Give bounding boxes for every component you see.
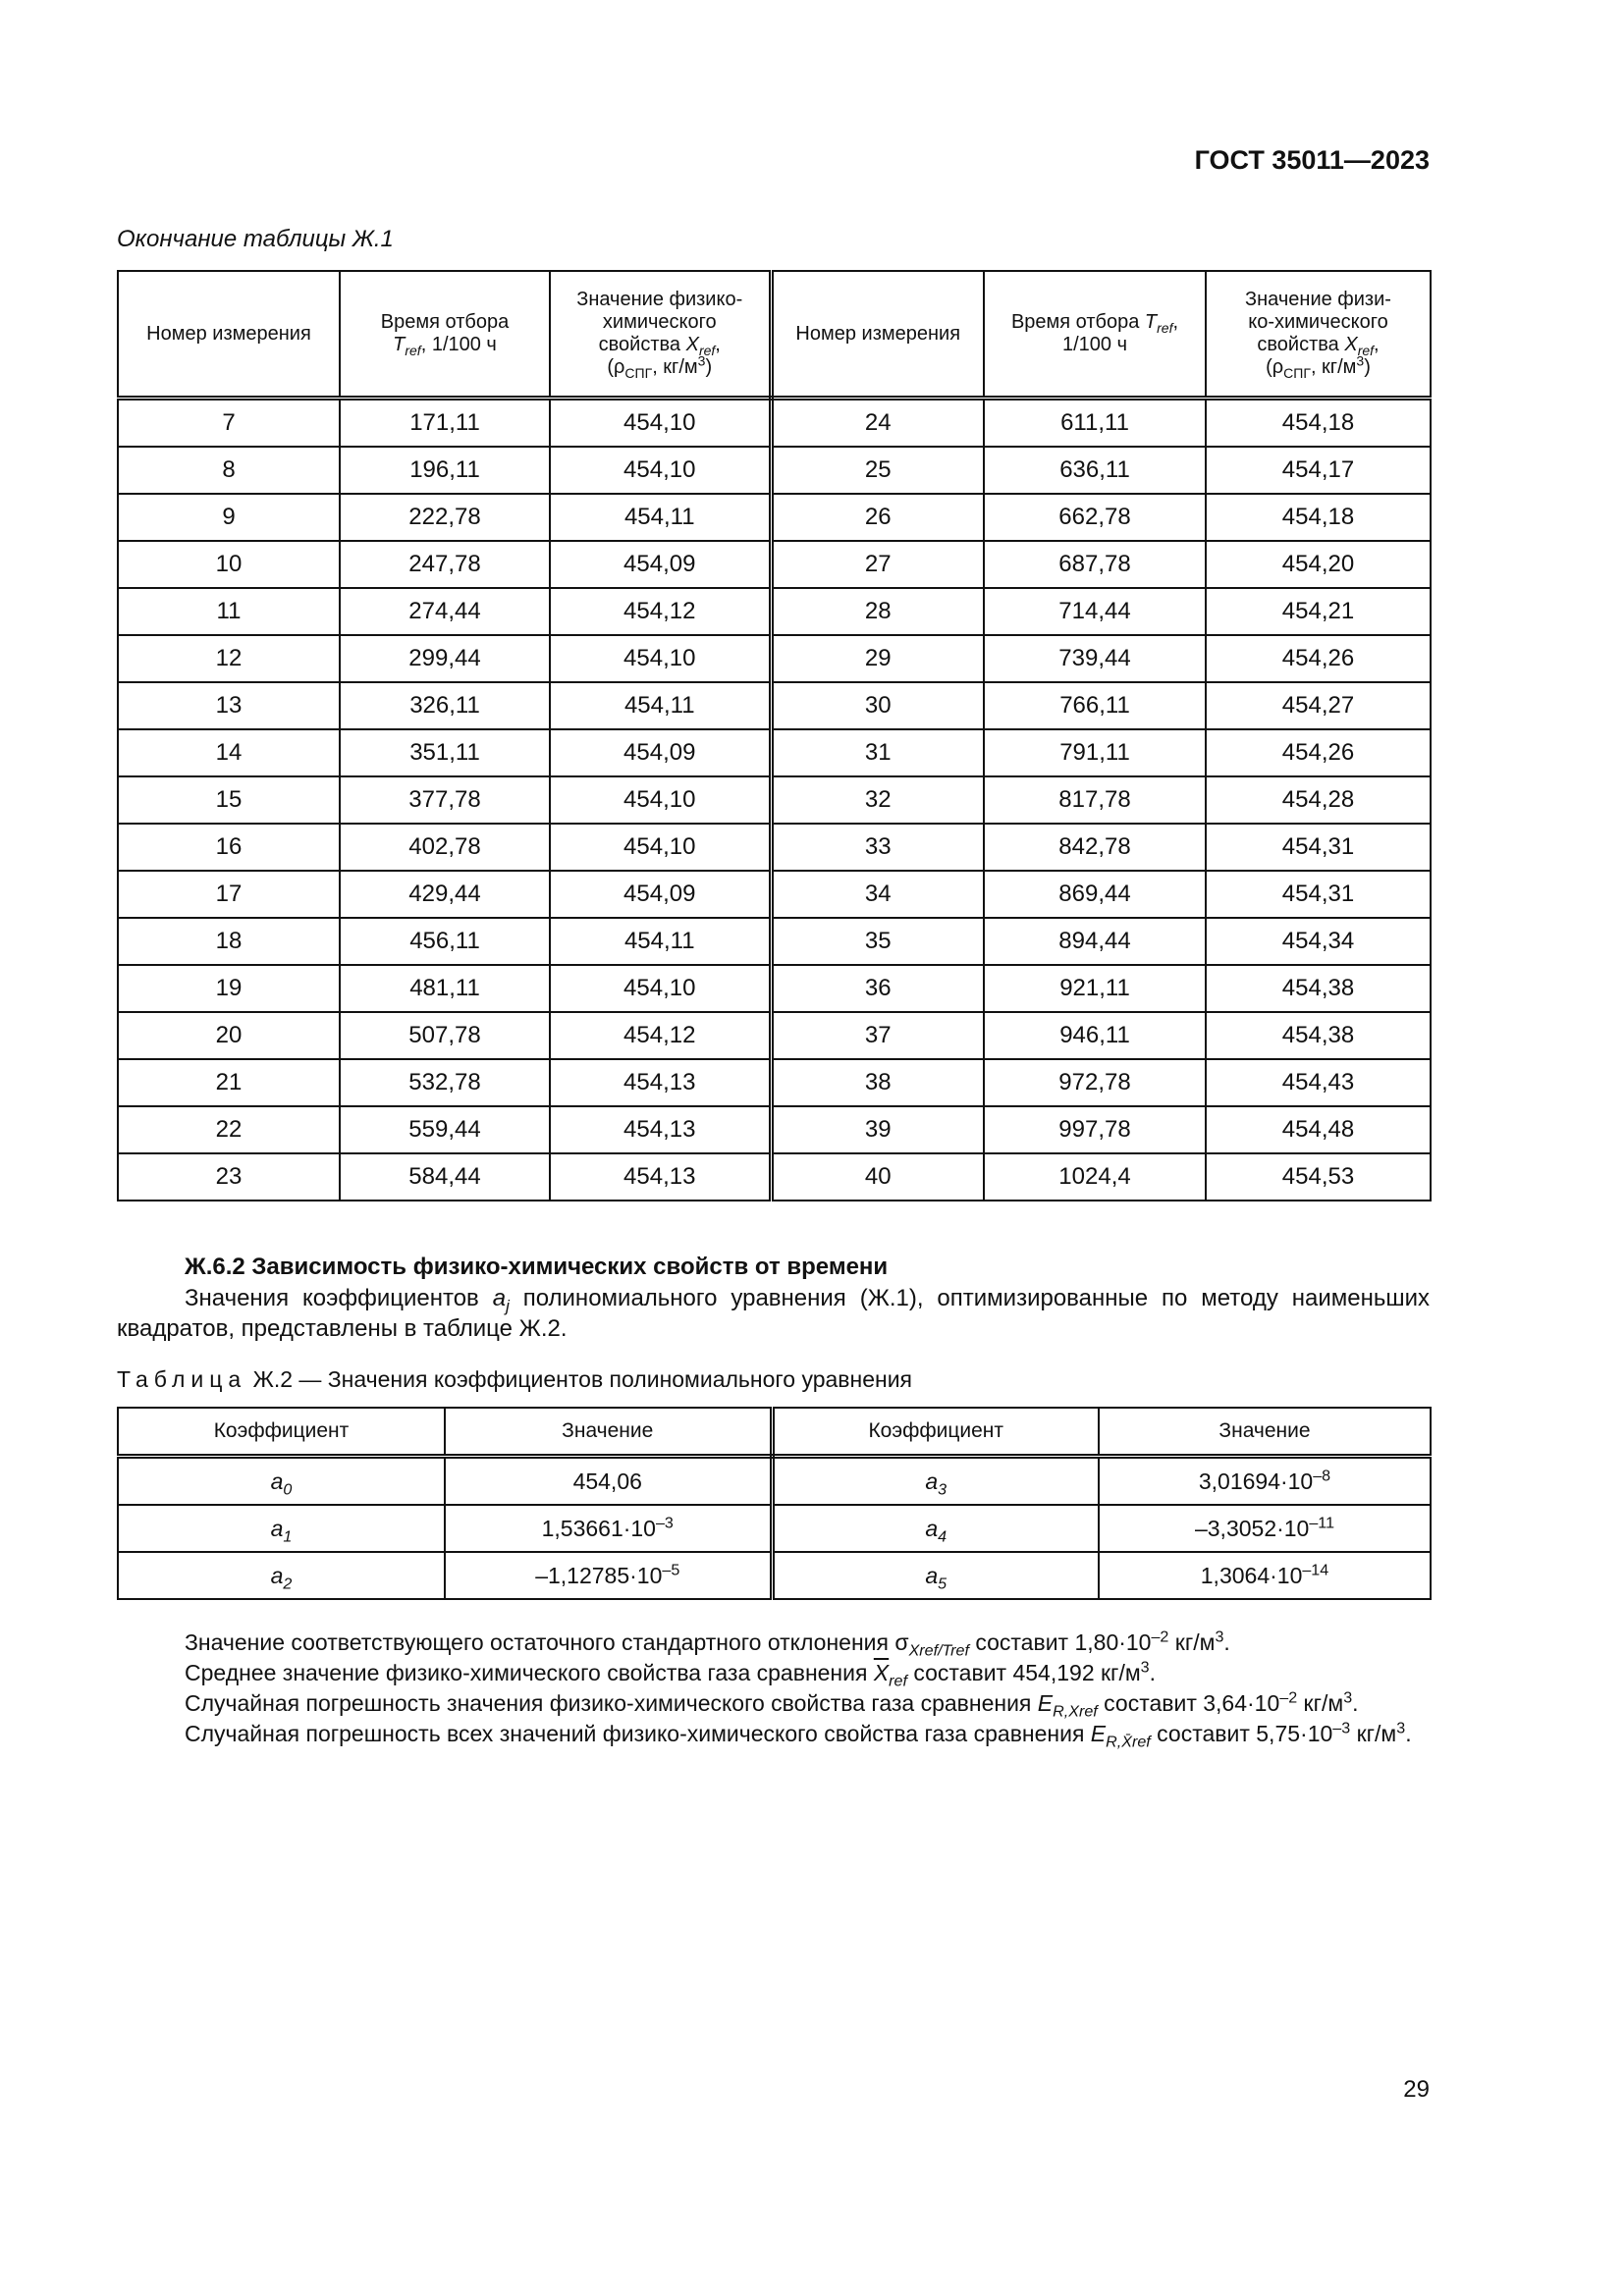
table-cell: 454,38 [1206, 965, 1431, 1012]
table-row [118, 588, 1431, 635]
table-cell: 402,78 [340, 824, 550, 871]
table-cell: 299,44 [340, 635, 550, 682]
table-row [118, 494, 1431, 541]
table-cell: 454,11 [550, 918, 771, 965]
table1-header-row [118, 271, 1431, 399]
table1-caption: Окончание таблицы Ж.1 [117, 226, 394, 252]
coefficient-name: $a_3$ [772, 1457, 1099, 1506]
table-row [118, 399, 1431, 448]
table-cell: 11 [118, 588, 340, 635]
header-coefficient-right: Коэффициент [772, 1408, 1099, 1457]
table-cell: 37 [771, 1012, 984, 1059]
coefficients-table [117, 1407, 1432, 1600]
coefficient-name: $a_1$ [118, 1505, 445, 1552]
table-cell: 39 [771, 1106, 984, 1153]
table-cell: 454,10 [550, 965, 771, 1012]
table-cell: 454,12 [550, 588, 771, 635]
table-row [118, 635, 1431, 682]
table-cell: 946,11 [984, 1012, 1206, 1059]
table-cell: 29 [771, 635, 984, 682]
table-cell: 739,44 [984, 635, 1206, 682]
table-cell: 40 [771, 1153, 984, 1201]
table-row [118, 776, 1431, 824]
table-cell: 972,78 [984, 1059, 1206, 1106]
table-cell: 274,44 [340, 588, 550, 635]
table-row [118, 1153, 1431, 1201]
table-row [118, 682, 1431, 729]
table-cell: 454,21 [1206, 588, 1431, 635]
table-cell: 454,12 [550, 1012, 771, 1059]
table-cell: 38 [771, 1059, 984, 1106]
header-value: Значение [445, 1408, 772, 1457]
table-cell: 34 [771, 871, 984, 918]
coefficient-value: $-1,12785\cdot 10^{-5}$ [445, 1552, 772, 1599]
table-cell: 1024,4 [984, 1153, 1206, 1201]
table-cell: 454,10 [550, 776, 771, 824]
table-cell: 454,09 [550, 729, 771, 776]
header-property-value-right: Значение физи- ко-химического свойства $X_{ref}$, ($\rho_{СПГ}$, $кг/м^3$) [1206, 271, 1431, 399]
table2-header-row [118, 1408, 1431, 1457]
table-cell: 636,11 [984, 447, 1206, 494]
table-cell: 15 [118, 776, 340, 824]
table-row [118, 918, 1431, 965]
measurements-table [117, 270, 1432, 1201]
table-cell: 454,53 [1206, 1153, 1431, 1201]
table-cell: 454,27 [1206, 682, 1431, 729]
table-cell: 454,18 [1206, 399, 1431, 448]
document-code: ГОСТ 35011—2023 [1194, 145, 1430, 175]
header-value-right: Значение [1099, 1408, 1431, 1457]
coefficient-value: $-3,3052\cdot 10^{-11}$ [1099, 1505, 1431, 1552]
table-cell: 454,10 [550, 635, 771, 682]
coefficient-value: $1,3064\cdot 10^{-14}$ [1099, 1552, 1431, 1599]
table-cell: 454,11 [550, 682, 771, 729]
table-cell: 247,78 [340, 541, 550, 588]
table-cell: 32 [771, 776, 984, 824]
table-cell: 20 [118, 1012, 340, 1059]
table-cell: 19 [118, 965, 340, 1012]
table-cell: 28 [771, 588, 984, 635]
table-row [118, 965, 1431, 1012]
table-cell: 31 [771, 729, 984, 776]
table-cell: 791,11 [984, 729, 1206, 776]
coefficient-name: $a_2$ [118, 1552, 445, 1599]
table-row [118, 1106, 1431, 1153]
table-cell: 454,28 [1206, 776, 1431, 824]
table-cell: 26 [771, 494, 984, 541]
table-cell: 817,78 [984, 776, 1206, 824]
table-cell: 454,10 [550, 447, 771, 494]
table-cell: 454,09 [550, 871, 771, 918]
table-cell: 532,78 [340, 1059, 550, 1106]
table-cell: 454,18 [1206, 494, 1431, 541]
coefficient-name: $a_5$ [772, 1552, 1099, 1599]
table-cell: 921,11 [984, 965, 1206, 1012]
coefficient-value: $1,53661\cdot 10^{-3}$ [445, 1505, 772, 1552]
table-row [118, 1012, 1431, 1059]
table-cell: 10 [118, 541, 340, 588]
table-cell: 7 [118, 399, 340, 448]
table-cell: 35 [771, 918, 984, 965]
table-cell: 611,11 [984, 399, 1206, 448]
header-sampling-time: Время отбора $T_{ref}$, 1/100 ч [340, 271, 550, 399]
table-cell: 454,26 [1206, 635, 1431, 682]
table-cell: 326,11 [340, 682, 550, 729]
table-row [118, 729, 1431, 776]
table-cell: 766,11 [984, 682, 1206, 729]
table-cell: 869,44 [984, 871, 1206, 918]
table-cell: 559,44 [340, 1106, 550, 1153]
table-cell: 454,43 [1206, 1059, 1431, 1106]
table-cell: 997,78 [984, 1106, 1206, 1153]
table-cell: 481,11 [340, 965, 550, 1012]
table-cell: 222,78 [340, 494, 550, 541]
table-cell: 27 [771, 541, 984, 588]
table-cell: 454,26 [1206, 729, 1431, 776]
table-cell: 9 [118, 494, 340, 541]
table-cell: 14 [118, 729, 340, 776]
table-cell: 377,78 [340, 776, 550, 824]
result-random-error-all: Случайная погрешность всех значений физико-химического свойства газа сравнения $E_{R,X̄ref}$ составит $5,75\cdot 10^{-3}$ $кг/м^3$. [185, 1719, 1412, 1751]
table-cell: 454,31 [1206, 871, 1431, 918]
header-measurement-number-right: Номер измерения [771, 271, 984, 399]
table-cell: 454,20 [1206, 541, 1431, 588]
table-cell: 454,38 [1206, 1012, 1431, 1059]
table-cell: 894,44 [984, 918, 1206, 965]
table-cell: 454,17 [1206, 447, 1431, 494]
table-cell: 454,13 [550, 1153, 771, 1201]
table-cell: 22 [118, 1106, 340, 1153]
table-cell: 30 [771, 682, 984, 729]
result-random-error: Случайная погрешность значения физико-химического свойства газа сравнения $E_{R,Xref}$ составит $3,64\cdot 10^{-2}$ $кг/м^3$. [185, 1688, 1359, 1721]
table-cell: 454,11 [550, 494, 771, 541]
table-cell: 17 [118, 871, 340, 918]
table-row [118, 1552, 1431, 1599]
coefficient-name: $a_4$ [772, 1505, 1099, 1552]
table-cell: 454,13 [550, 1059, 771, 1106]
table-cell: 24 [771, 399, 984, 448]
table-cell: 429,44 [340, 871, 550, 918]
table-cell: 23 [118, 1153, 340, 1201]
table-cell: 454,10 [550, 824, 771, 871]
section-paragraph: Значения коэффициентов $a_j$ полиномиального уравнения (Ж.1), оптимизированные по методу наименьших квадратов, представлены в таблице Ж.2. [117, 1285, 1431, 1342]
coefficient-value: $3,01694\cdot 10^{-8}$ [1099, 1457, 1431, 1506]
table2-caption: Таблица Ж.2 — Значения коэффициентов полиномиального уравнения [117, 1366, 913, 1392]
table-cell: 662,78 [984, 494, 1206, 541]
table-cell: 13 [118, 682, 340, 729]
table-cell: 584,44 [340, 1153, 550, 1201]
section-heading: Ж.6.2 Зависимость физико-химических свойств от времени [185, 1254, 889, 1280]
result-residual-std: Значение соответствующего остаточного стандартного отклонения $\sigma_{Xref/Tref}$ составит $1,80\cdot 10^{-2}$ $кг/м^3$. [185, 1628, 1230, 1660]
table-cell: 33 [771, 824, 984, 871]
result-mean-value: Среднее значение физико-химического свойства газа сравнения $\overline{X}_{ref}$ составит 454,192 $кг/м^3$. [185, 1658, 1156, 1690]
table-cell: 507,78 [340, 1012, 550, 1059]
table-cell: 454,10 [550, 399, 771, 448]
table-cell: 196,11 [340, 447, 550, 494]
coefficient-value: 454,06 [445, 1457, 772, 1506]
table-cell: 454,09 [550, 541, 771, 588]
table-row [118, 1457, 1431, 1506]
table-cell: 351,11 [340, 729, 550, 776]
header-coefficient: Коэффициент [118, 1408, 445, 1457]
table-cell: 18 [118, 918, 340, 965]
table-cell: 12 [118, 635, 340, 682]
table-cell: 8 [118, 447, 340, 494]
table-cell: 454,48 [1206, 1106, 1431, 1153]
table-row [118, 447, 1431, 494]
table-row [118, 871, 1431, 918]
table-row [118, 824, 1431, 871]
header-property-value: Значение физико- химического свойства $X_{ref}$, ($\rho_{СПГ}$, $кг/м^3$) [550, 271, 771, 399]
table-cell: 454,31 [1206, 824, 1431, 871]
table-cell: 454,34 [1206, 918, 1431, 965]
table-cell: 454,13 [550, 1106, 771, 1153]
table-row [118, 1059, 1431, 1106]
header-sampling-time-right: Время отбора $T_{ref}$, 1/100 ч [984, 271, 1206, 399]
table-cell: 687,78 [984, 541, 1206, 588]
table-cell: 36 [771, 965, 984, 1012]
table-cell: 714,44 [984, 588, 1206, 635]
table-cell: 25 [771, 447, 984, 494]
coefficient-name: $a_0$ [118, 1457, 445, 1506]
table-cell: 456,11 [340, 918, 550, 965]
table-cell: 842,78 [984, 824, 1206, 871]
table-row [118, 541, 1431, 588]
header-measurement-number: Номер измерения [118, 271, 340, 399]
table-row [118, 1505, 1431, 1552]
table-cell: 16 [118, 824, 340, 871]
table-cell: 21 [118, 1059, 340, 1106]
page-number: 29 [1403, 2076, 1430, 2103]
table-cell: 171,11 [340, 399, 550, 448]
